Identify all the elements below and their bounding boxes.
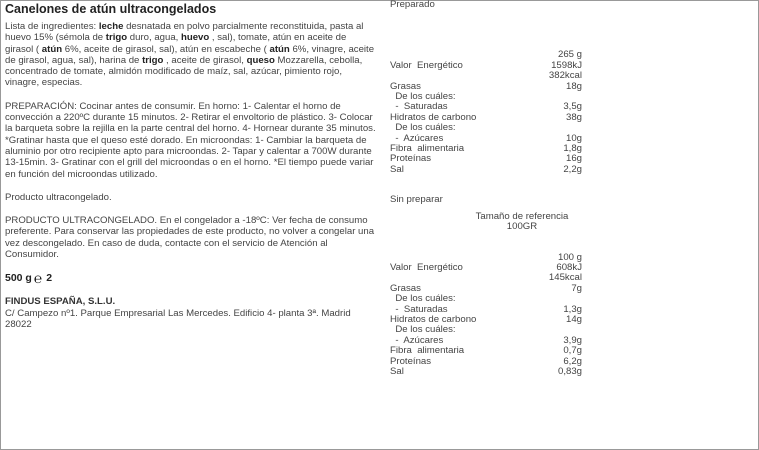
ingredient-text: , sal), tomate, atún en aceite de girasol ( [5, 32, 347, 55]
nutrient-label: - Azúcares [390, 334, 444, 346]
product-title: Canelones de atún ultracongelados [5, 2, 217, 16]
storage-instructions: PRODUCTO ULTRACONGELADO. En el congelador a -18ºC: Ver fecha de consumo preferente. Para conservar las propiedades de este producto, no volver a congelar una vez descongelado. En caso de duda, contacte con el servicio de Atención al Consumidor. [5, 215, 375, 261]
nutrient-label: Hidratos de carbono [390, 111, 477, 123]
unprepared-portion: 100 g [557, 251, 582, 263]
nutrient-value: 1,3g [563, 303, 582, 315]
nutrient-value: 14g [565, 313, 582, 325]
unprepared-energy-kcal: 145kcal [548, 272, 582, 284]
allergen-term: leche [98, 21, 124, 32]
nutrient-value: 16g [565, 153, 582, 165]
net-weight: 500 g [5, 272, 32, 285]
nutrient-label: Sal [390, 365, 404, 377]
nutrient-label: - Azúcares [390, 132, 444, 144]
nutrient-value: 10g [565, 132, 582, 144]
allergen-term: queso [246, 54, 275, 66]
nutrient-value: 38g [565, 111, 582, 123]
ingredient-text: Lista de ingredientes: [5, 21, 99, 32]
allergen-term: atún [41, 43, 63, 55]
nutrient-value: 3,5g [563, 101, 582, 113]
ingredient-text: duro, agua, [127, 32, 181, 44]
prepared-energy-kj: 1598kJ [551, 59, 582, 71]
allergen-term: huevo [181, 32, 210, 44]
ingredients-list [5, 21, 377, 89]
product-status: Producto ultracongelado. [5, 191, 112, 203]
reference-size-value: 100GR [506, 221, 538, 233]
nutrient-label: Fibra alimentaria [390, 143, 465, 155]
prepared-nutrient-table [390, 82, 640, 176]
allergen-term: trigo [105, 32, 128, 44]
net-weight-line [5, 270, 377, 287]
nutrient-value: 18g [565, 80, 582, 92]
company-address: C/ Campezo nº1. Parque Empresarial Las Mercedes. Edificio 4- planta 3ª. Madrid 28022 [5, 307, 351, 330]
nutrient-row [390, 346, 582, 356]
nutrient-row [390, 357, 582, 367]
ingredient-text: Mozzarella, cebolla, concentrado de tomate, almidón modificado de maíz, sal, azúcar, pimiento rojo, vinagre, especias. [5, 54, 363, 89]
prepared-energy-label: Valor Energético [390, 59, 463, 71]
portions-count: 2 [46, 272, 53, 285]
prepared-label: Preparado [390, 0, 435, 10]
ingredient-text: , aceite de girasol, [163, 54, 247, 66]
unprepared-label: Sin preparar [390, 194, 443, 206]
prepared-portion: 265 g [557, 49, 582, 61]
nutrient-label: Grasas [390, 282, 421, 294]
allergen-term: trigo [142, 54, 164, 66]
product-info-column [5, 2, 377, 330]
e-mark-icon: ℮ [33, 270, 43, 287]
nutrient-label: Hidratos de carbono [390, 313, 477, 325]
ingredient-text: 6%, vinagre, aceite de girasol, agua, sal), harina de [5, 43, 375, 66]
prepared-energy-kcal: 382kcal [548, 70, 582, 82]
ingredient-text: 6%, aceite de girasol, sal), atún en escabeche ( [62, 43, 270, 55]
unprepared-nutrient-table [390, 284, 640, 378]
reference-size-label: Tamaño de referencia [475, 210, 569, 222]
nutrient-value: 1,8g [563, 143, 582, 155]
nutrient-label: Grasas [390, 80, 421, 92]
nutrient-row [390, 367, 582, 377]
preparation-instructions: PREPARACIÓN: Cocinar antes de consumir. En horno: 1- Calentar el horno de convección a 220ºC durante 15 minutos. 2- Retirar el envoltorio de plástico. 3- Colocar la barqueta sobre la rejilla en la parte central del horno. 4- Hornear durante 35 minutos. *Gratinar hasta que el queso esté dorado. En microondas: 1- Cambiar la barqueta de aluminio por otro recipiente apto para microondas. 2- Tapar y calentar a 700W durante 13-15min. 3- Gratinar con el grill del microondas o en el horno. *El tiempo puede variar en función del microondas utilizado. [5, 100, 376, 180]
company-name: FINDUS ESPAÑA, S.L.U. [5, 296, 116, 308]
nutrient-label: De los cuáles: [390, 91, 456, 103]
nutrition-column [390, 0, 640, 377]
allergen-term: atún [269, 43, 290, 55]
nutrient-value: 0,83g [557, 365, 582, 377]
ingredient-text: desnatada en polvo parcialmente reconstituida, pasta al huevo 15% (sémola de [5, 21, 364, 44]
nutrient-row [390, 165, 582, 175]
nutrient-value: 0,7g [563, 345, 582, 357]
nutrient-value: 3,9g [563, 334, 582, 346]
nutrient-label: - Saturadas [390, 303, 448, 315]
nutrient-value: 2,2g [563, 163, 582, 175]
nutrient-value: 6,2g [563, 355, 582, 367]
nutrient-label: Fibra alimentaria [390, 345, 465, 357]
nutrient-label: De los cuáles: [390, 122, 456, 134]
nutrient-row [390, 154, 582, 164]
nutrient-value: 7g [571, 282, 582, 294]
nutrient-label: Sal [390, 163, 404, 175]
nutrient-row [390, 294, 582, 304]
nutrient-label: De los cuáles: [390, 324, 456, 336]
nutrient-label: Proteínas [390, 153, 432, 165]
nutrient-label: De los cuáles: [390, 293, 456, 305]
unprepared-energy-kj: 608kJ [556, 261, 582, 273]
unprepared-energy-label: Valor Energético [390, 261, 463, 273]
nutrient-label: Proteínas [390, 355, 432, 367]
nutrient-label: - Saturadas [390, 101, 448, 113]
